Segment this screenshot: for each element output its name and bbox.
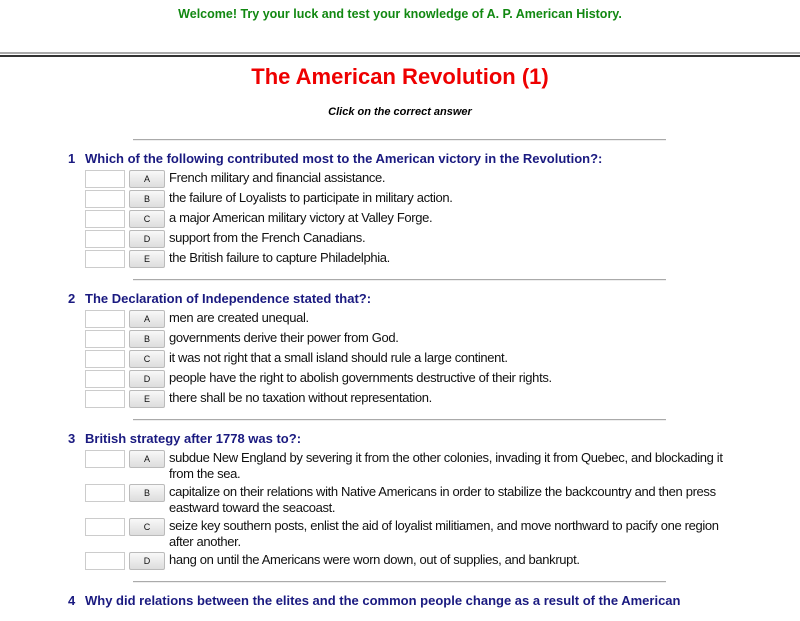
answer-text: people have the right to abolish governments destructive of their rights. [169, 370, 552, 385]
question-number: 2 [68, 291, 76, 306]
answer-c-button[interactable]: C [129, 350, 165, 368]
answer-text: capitalize on their relations with Native Americans in order to stabilize the backcountry and then press eastward toward the seacoast. [169, 484, 716, 515]
welcome-banner: Welcome! Try your luck and test your knowledge of A. P. American History. [178, 7, 622, 21]
answer-text: it was not right that a small island should rule a large continent. [169, 350, 508, 365]
answer-result-field[interactable] [85, 518, 125, 536]
answer-result-field[interactable] [85, 450, 125, 468]
header-divider [0, 52, 800, 57]
answer-a-button[interactable]: A [129, 310, 165, 328]
question-text: British strategy after 1778 was to?: [85, 431, 302, 446]
answer-b-button[interactable]: B [129, 484, 165, 502]
answer-option [85, 390, 748, 408]
answer-d-button[interactable]: D [129, 552, 165, 570]
answer-d-button[interactable]: D [129, 370, 165, 388]
answer-b-button[interactable]: B [129, 330, 165, 348]
question-text: Why did relations between the elites and the common people change as a result of the American [85, 593, 681, 608]
answer-result-field[interactable] [85, 484, 125, 502]
answer-option [85, 450, 748, 482]
answer-e-button[interactable]: E [129, 250, 165, 268]
answer-d-button[interactable]: D [129, 230, 165, 248]
answer-option [85, 250, 748, 268]
answer-option [85, 552, 748, 570]
question-block [68, 419, 748, 581]
answer-text: the failure of Loyalists to participate in military action. [169, 190, 453, 205]
answer-text: governments derive their power from God. [169, 330, 399, 345]
answer-option [85, 518, 748, 550]
answer-option [85, 210, 748, 228]
question-number: 1 [68, 151, 76, 166]
answer-result-field[interactable] [85, 250, 125, 268]
question-block [68, 139, 748, 279]
answer-option [85, 170, 748, 188]
answer-a-button[interactable]: A [129, 170, 165, 188]
answer-option [85, 484, 748, 516]
answer-text: subdue New England by severing it from the other colonies, invading it from Quebec, and blockading it from the sea. [169, 450, 723, 481]
question-block [68, 279, 748, 419]
question-heading [68, 291, 748, 306]
answer-b-button[interactable]: B [129, 190, 165, 208]
answer-text: seize key southern posts, enlist the aid of loyalist militiamen, and move northward to pacify one region after another. [169, 518, 719, 549]
answer-result-field[interactable] [85, 170, 125, 188]
answer-option [85, 310, 748, 328]
divider [133, 419, 666, 421]
answer-option [85, 370, 748, 388]
answer-text: the British failure to capture Philadelphia. [169, 250, 390, 265]
answer-option [85, 230, 748, 248]
question-heading [68, 431, 748, 446]
answer-e-button[interactable]: E [129, 390, 165, 408]
answer-text: there shall be no taxation without representation. [169, 390, 432, 405]
answer-text: a major American military victory at Valley Forge. [169, 210, 433, 225]
divider [133, 581, 666, 583]
answer-result-field[interactable] [85, 210, 125, 228]
answer-c-button[interactable]: C [129, 210, 165, 228]
question-number: 3 [68, 431, 76, 446]
answer-option [85, 190, 748, 208]
answer-text: men are created unequal. [169, 310, 309, 325]
divider [133, 139, 666, 141]
question-block [68, 581, 748, 621]
answer-text: support from the French Canadians. [169, 230, 366, 245]
answer-result-field[interactable] [85, 552, 125, 570]
quiz-container [68, 139, 748, 621]
answer-c-button[interactable]: C [129, 518, 165, 536]
question-heading [68, 593, 748, 608]
answer-text: hang on until the Americans were worn down, out of supplies, and bankrupt. [169, 552, 580, 567]
answer-a-button[interactable]: A [129, 450, 165, 468]
question-text: Which of the following contributed most to the American victory in the Revolution?: [85, 151, 603, 166]
answer-result-field[interactable] [85, 190, 125, 208]
question-text: The Declaration of Independence stated that?: [85, 291, 372, 306]
divider [133, 279, 666, 281]
answer-option [85, 330, 748, 348]
page-title: The American Revolution (1) [251, 64, 549, 89]
answer-text: French military and financial assistance. [169, 170, 386, 185]
answer-result-field[interactable] [85, 370, 125, 388]
question-heading [68, 151, 748, 166]
answer-result-field[interactable] [85, 230, 125, 248]
answer-result-field[interactable] [85, 310, 125, 328]
instruction-text: Click on the correct answer [328, 106, 472, 118]
answer-result-field[interactable] [85, 330, 125, 348]
answer-result-field[interactable] [85, 350, 125, 368]
answer-result-field[interactable] [85, 390, 125, 408]
question-number: 4 [68, 593, 76, 608]
answer-option [85, 350, 748, 368]
